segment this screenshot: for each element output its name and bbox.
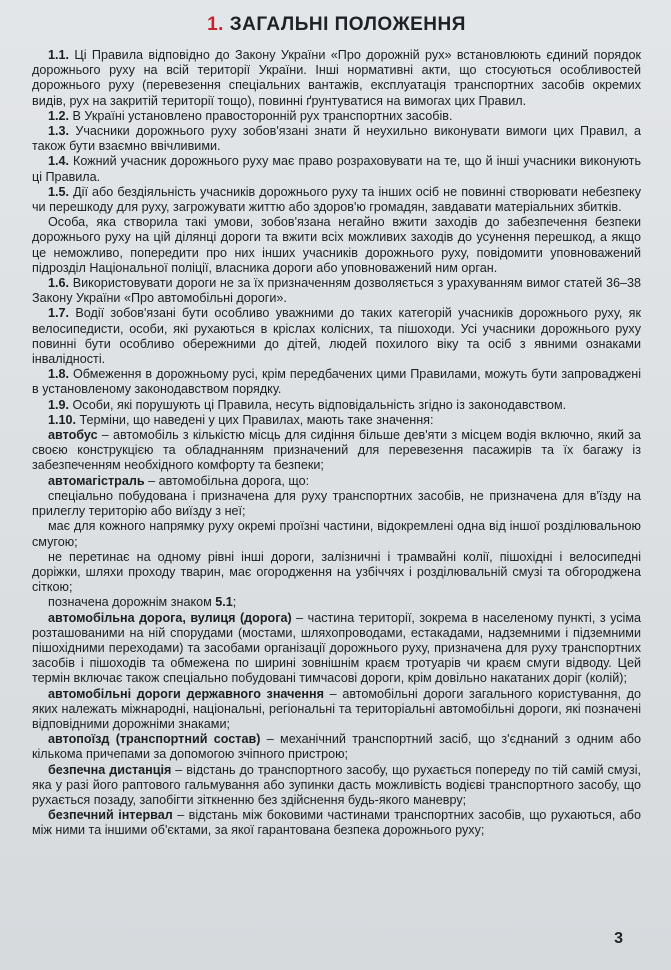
paragraph-number: 1.5. bbox=[48, 184, 70, 199]
paragraph bbox=[32, 306, 641, 367]
paragraph-text: має для кожного напрямку руху окремі проїзні частини, відокремлені одна від іншої розділювальною смугою; bbox=[32, 519, 641, 549]
paragraph-text: позначена дорожнім знаком bbox=[48, 595, 216, 610]
paragraph-number: 1.2. bbox=[48, 108, 70, 123]
term-definition bbox=[32, 763, 641, 809]
paragraph bbox=[32, 124, 641, 154]
paragraph bbox=[32, 154, 641, 184]
paragraph-text: Терміни, що наведені у цих Правилах, мають таке значення: bbox=[79, 412, 434, 427]
paragraph bbox=[32, 398, 641, 413]
section-heading bbox=[32, 14, 641, 36]
section-number: 1. bbox=[207, 14, 224, 35]
term: безпечний інтервал bbox=[48, 808, 173, 823]
paragraph-text: Учасники дорожнього руху зобов'язані знати й неухильно виконувати вимоги цих Правил, а також бути взаємно ввічливими. bbox=[32, 124, 641, 154]
body-text bbox=[32, 48, 641, 839]
term: автомагістраль bbox=[48, 473, 145, 488]
paragraph-text: не перетинає на одному рівні інші дороги, залізничні і трамвайні колії, пішохідні і велосипедні доріжки, шляхи проходу тварин, має огородження на узбіччях і розділювальній смузі та обгороджена сіткою; bbox=[32, 549, 641, 595]
paragraph-text: Особа, яка створила такі умови, зобов'язана негайно вжити заходів до забезпечення безпеки дорожнього руху на цій ділянці дороги та вжити всіх можливих заходів до усунення перешкод, а якщо це неможливо, попередити про них інших учасників дорожнього руху, повідомити уповноважений підрозділ Національної поліції, власника дороги або уповноважений ним орган. bbox=[32, 215, 641, 275]
paragraph-text: Дії або бездіяльність учасників дорожнього руху та інших осіб не повинні створювати небезпеку чи перешкоду для руху, загрожувати життю або здоров'ю громадян, завдавати матеріальних збитків. bbox=[32, 184, 642, 215]
paragraph bbox=[32, 595, 641, 610]
paragraph bbox=[32, 413, 641, 428]
paragraph bbox=[32, 519, 641, 549]
paragraph-text: – відстань між боковими частинами транспортних засобів, що рухаються, або між ними та іншими об'єктами, за якої гарантована безпека дорожнього руху; bbox=[32, 808, 641, 838]
term-definition bbox=[32, 428, 641, 474]
term-definition bbox=[32, 474, 641, 489]
term-definition bbox=[32, 611, 641, 687]
paragraph-number: 1.6. bbox=[48, 276, 70, 291]
term: автобус bbox=[48, 428, 98, 443]
sign-reference: 5.1 bbox=[215, 595, 233, 610]
paragraph bbox=[32, 109, 641, 124]
paragraph-text: – автомобільна дорога, що: bbox=[144, 473, 310, 488]
paragraph bbox=[32, 550, 641, 596]
paragraph-number: 1.7. bbox=[48, 306, 70, 321]
paragraph bbox=[32, 215, 641, 276]
paragraph bbox=[32, 489, 641, 519]
paragraph-number: 1.9. bbox=[48, 397, 70, 412]
paragraph bbox=[32, 367, 641, 397]
paragraph-number: 1.3. bbox=[48, 124, 70, 139]
paragraph-number: 1.1. bbox=[48, 48, 70, 62]
paragraph-text: Ці Правила відповідно до Закону України «Про дорожній рух» встановлюють єдиний порядок дорожнього руху на всій території України. Інші нормативні акти, що стосуються особливостей дорожнього руху (перевезення спеціальних вантажів, експлуатація транспортних засобів окремих видів, рух на закритій території тощо), повинні ґрунтуватися на вимогах цих Правил. bbox=[32, 48, 641, 108]
paragraph-text: спеціально побудована і призначена для руху транспортних засобів, не призначена для в'їзду на прилеглу територію або виїзду з неї; bbox=[32, 488, 641, 519]
page-number: 3 bbox=[614, 930, 623, 947]
paragraph-text: Обмеження в дорожньому русі, крім передбачених цими Правилами, можуть бути запроваджені в установленому законодавством порядку. bbox=[32, 367, 642, 397]
paragraph-text: Кожний учасник дорожнього руху має право розраховувати на те, що й інші учасники виконують ці Правила. bbox=[32, 154, 641, 184]
paragraph bbox=[32, 48, 641, 109]
paragraph-number: 1.8. bbox=[48, 367, 70, 382]
term: безпечна дистанція bbox=[48, 762, 172, 777]
term-definition bbox=[32, 687, 641, 733]
paragraph-text: Водії зобов'язані бути особливо уважними до таких категорій учасників дорожнього руху, як велосипедисти, особи, які рухаються в кріслах колісних, та пішоходи. Усі учасники дорожнього руху повинні бути особливо обережними до дітей, людей похилого віку та осіб з явними ознаками інвалідності. bbox=[32, 306, 641, 367]
term: автопоїзд (транспортний состав) bbox=[48, 732, 261, 747]
paragraph-text: Особи, які порушують ці Правила, несуть відповідальність згідно із законодавством. bbox=[72, 397, 567, 412]
paragraph bbox=[32, 185, 641, 215]
paragraph-text: – механічний транспортний засіб, що з'єднаний з одним або кількома причепами за допомогою зчіпного пристрою; bbox=[32, 732, 641, 762]
section-title: ЗАГАЛЬНІ ПОЛОЖЕННЯ bbox=[229, 14, 466, 35]
paragraph-end: ; bbox=[232, 595, 237, 610]
paragraph-text: – автомобіль з кількістю місць для сидіння більше дев'яти з місцем водія включно, який за своєю конструкцією та обладнанням призначений для перевезення пасажирів та їх багажу із забезпеченням необхідного комфорту та безпеки; bbox=[32, 428, 641, 473]
term: автомобільні дороги державного значення bbox=[48, 686, 324, 701]
paragraph-text: – відстань до транспортного засобу, що рухається попереду по тій самій смузі, яка у разі його раптового гальмування або зупинки дасть можливість водієві транспортного засобу, що рухається позаду, запобігти зіткненню без здійснення будь-якого маневру; bbox=[32, 762, 642, 807]
paragraph-text: Використовувати дороги не за їх призначенням дозволяється з урахуванням вимог статей 36–38 Закону України «Про автомобільні дороги». bbox=[32, 276, 642, 306]
term-definition bbox=[32, 732, 641, 762]
term-definition bbox=[32, 808, 641, 838]
paragraph bbox=[32, 276, 641, 306]
term: автомобільна дорога, вулиця (дорога) bbox=[48, 610, 292, 625]
paragraph-text: В Україні установлено правосторонній рух транспортних засобів. bbox=[72, 108, 453, 123]
paragraph-text: – автомобільні дороги загального користування, до яких належать міжнародні, національні, регіональні та територіальні автомобільні дороги, які позначені відповідними дорожніми знаками; bbox=[32, 686, 641, 731]
paragraph-text: – частина території, зокрема в населеному пункті, з усіма розташованими на ній спорудами (мостами, шляхопроводами, естакадами, надземними і підземними пішохідними переходами) та засобами організації дорожнього руху, призначена для руху транспортних засобів і пішоходів та обмежена по ширині зовнішнім краєм тротуарів чи краєм смуги відводу. Цей термін включає також спеціально побудовані тимчасові дороги, крім довільно накатаних доріг (колій); bbox=[32, 610, 641, 686]
paragraph-number: 1.10. bbox=[48, 412, 77, 427]
paragraph-number: 1.4. bbox=[48, 154, 70, 169]
